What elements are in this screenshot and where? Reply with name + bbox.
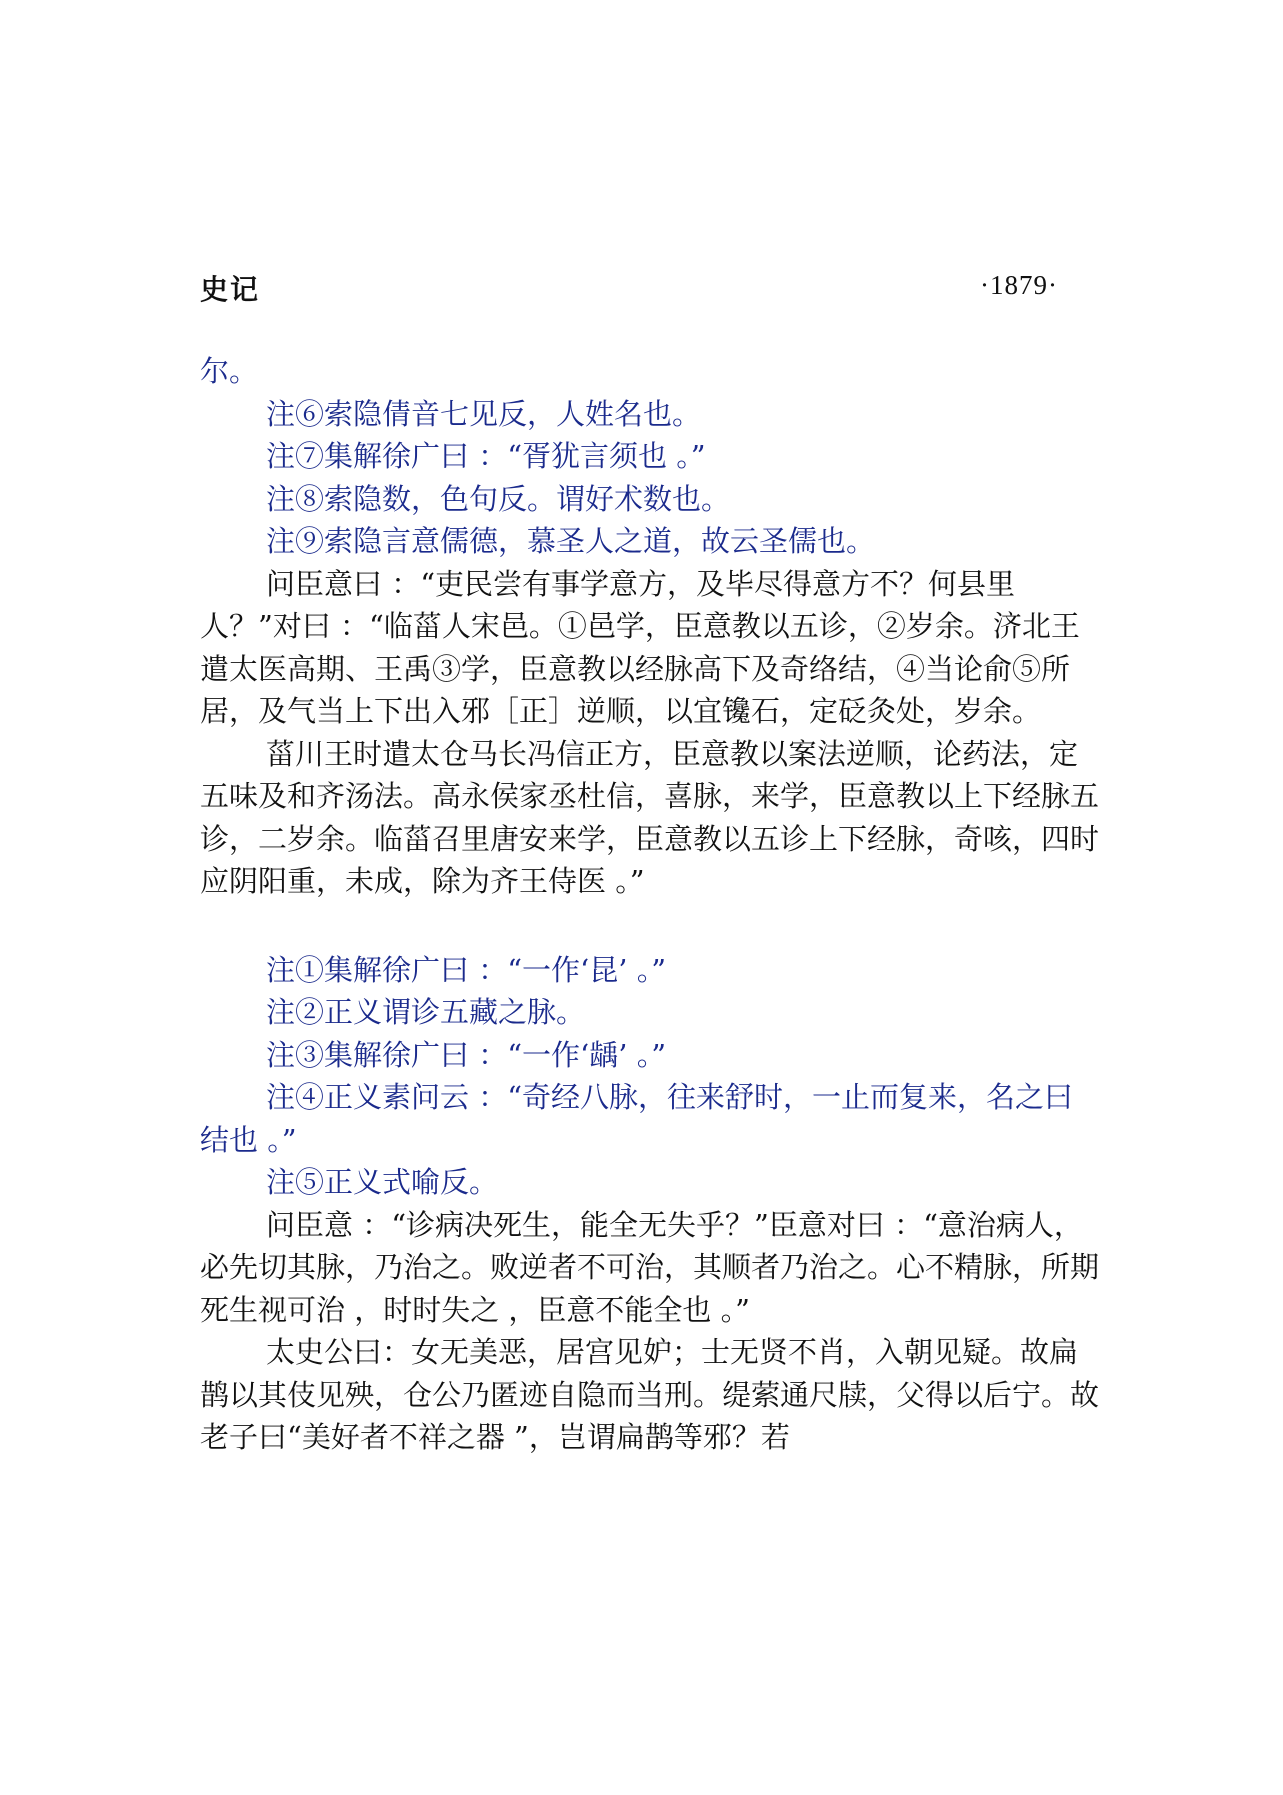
document-body <box>200 350 1100 1459</box>
page-number: ·1879· <box>980 270 1058 300</box>
note-line: 注②正义谓诊五藏之脉。 <box>266 995 586 1029</box>
note-line: 注⑥索隐倩音七见反，人姓名也。 <box>266 396 702 431</box>
note-line: 注⑧索隐数，色句反。谓好术数也。 <box>266 481 731 516</box>
note-line: 注⑦集解徐广曰 ：“胥犹言须也 。” <box>266 439 706 473</box>
note-line: 注①集解徐广曰 ：“一作‘昆’ 。” <box>266 952 667 987</box>
note-line: 注⑤正义式喻反。 <box>266 1165 499 1199</box>
main-paragraph: 太史公曰：女无美恶，居宫见妒；士无贤不肖，入朝见疑。故扁鹊以其伎见殃，仓公乃匿迹自隐而当刑。缇萦通尺牍，父得以后宁。故老子曰“美好者不祥之器 ”，岂谓扁鹊等邪？若 <box>200 1335 1100 1454</box>
note-line: 注④正义素问云 ：“奇经八脉，往来舒时，一止而复来，名之曰结也 。” <box>200 1080 1074 1157</box>
paragraph-gap <box>200 903 1100 949</box>
running-header-title: 史记 <box>200 273 261 306</box>
main-paragraph: 问臣意曰 ：“吏民尝有事学意方，及毕尽得意方不？何县里人？”对曰 ：“临菑人宋邑。①邑学，臣意教以五诊，②岁余。济北王遣太医高期、王禹③学，臣意教以经脉高下及奇络结，④当论俞⑤所居，及气当上下出入邪［正］逆顺，以宜镵石，定砭灸处，岁余。 <box>200 566 1080 728</box>
main-paragraph: 菑川王时遣太仓马长冯信正方，臣意教以案法逆顺，论药法，定五味及和齐汤法。高永侯家丞杜信，喜脉，来学，臣意教以上下经脉五诊，二岁余。临菑召里唐安来学，臣意教以五诊上下经脉，奇咳，四时应阴阳重，未成，除为齐王侍医 。” <box>200 736 1100 898</box>
note-line: 注⑨索隐言意儒德，慕圣人之道，故云圣儒也。 <box>266 524 876 558</box>
main-paragraph: 问臣意 ：“诊病决死生，能全无失乎？”臣意对曰 ：“意治病人，必先切其脉，乃治之。败逆者不可治，其顺者乃治之。心不精脉，所期死生视可治 ，时时失之 ，臣意不能全也 。” <box>200 1207 1100 1327</box>
note-line: 注③集解徐广曰 ：“一作‘龋’ 。” <box>266 1037 667 1072</box>
text-line: 尔。 <box>200 354 259 388</box>
